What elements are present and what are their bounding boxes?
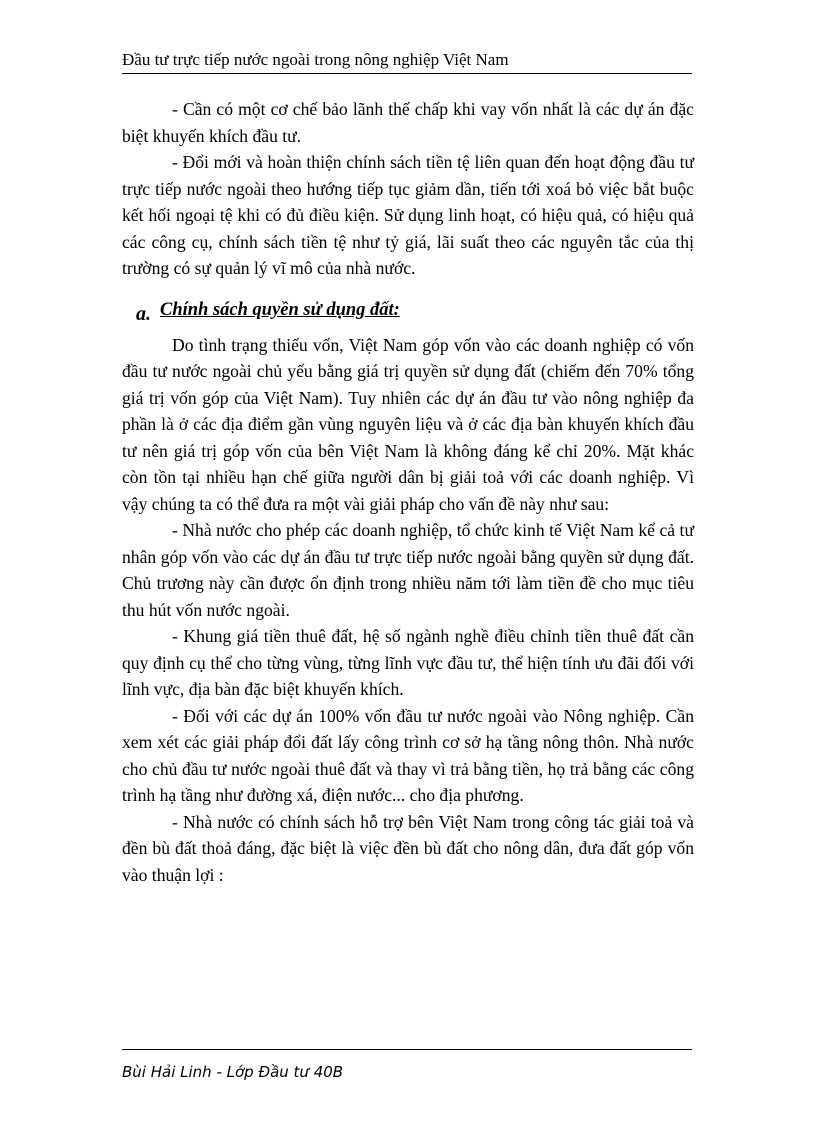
paragraph-compensation: - Nhà nước có chính sách hỗ trợ bên Việt Nam trong công tác giải toả và đền bù đất thoả đáng, đặc biệt là việc đền bù đất cho nông dân, đưa đất góp vốn vào thuận lợi : — [122, 811, 694, 885]
paragraph-land-capital: Do tình trạng thiếu vốn, Việt Nam góp vốn vào các doanh nghiệp có vốn đầu tư nước ngoài chủ yếu bằng giá trị quyền sử dụng đất (chiếm đến 70% tổng giá trị vốn góp của Việt Nam). Tuy nhiên các dự án đầu tư vào nông nghiệp đa phần là ở các địa điểm gần vùng nguyên liệu và ở các địa bàn khuyến khích đầu tư nên giá trị góp vốn của bên Việt Nam là không đáng kể chỉ 20%. Mặt khác còn tồn tại nhiều hạn chế giữa người dân bị giải toả với các doanh nghiệp. Vì vậy chúng ta có thể đưa ra một vài giải pháp cho vấn đề này như sau: — [122, 334, 694, 514]
document-body — [122, 96, 694, 888]
paragraph-foreign-projects: - Đối với các dự án 100% vốn đầu tư nước ngoài vào Nông nghiệp. Cần xem xét các giải pháp đổi đất lấy công trình cơ sở hạ tầng nông thôn. Nhà nước cho chủ đầu tư nước ngoài thuê đất và thay vì trả bằng tiền, họ trả bằng các công trình hạ tầng như đường xá, điện nước... cho địa phương. — [122, 705, 694, 805]
paragraph-land-use-rights: - Nhà nước cho phép các doanh nghiệp, tổ chức kinh tế Việt Nam kể cả tư nhân góp vốn vào các dự án đầu tư trực tiếp nước ngoài bằng quyền sử dụng đất. Chủ trương này cần được ổn định trong nhiều năm tới làm tiền đề cho mục tiêu thu hút vốn nước ngoài. — [122, 520, 694, 620]
section-letter: a. — [136, 302, 151, 325]
section-title: Chính sách quyền sử dụng đất: — [160, 299, 400, 320]
paragraph-monetary-policy: - Đổi mới và hoàn thiện chính sách tiền tệ liên quan đến hoạt động đầu tư trực tiếp nước ngoài theo hướng tiếp tục giảm dần, tiến tới xoá bỏ việc bắt buộc kết hối ngoại tệ khi có đủ điều kiện. Sử dụng linh hoạt, có hiệu quả, có hiệu quả các công cụ, chính sách tiền tệ như tỷ giá, lãi suất theo các nguyên tắc của thị trường có sự quản lý vĩ mô của nhà nước. — [122, 152, 694, 278]
paragraph-credit-guarantee: - Cần có một cơ chế bảo lãnh thế chấp khi vay vốn nhất là các dự án đặc biệt khuyến khích đầu tư. — [122, 99, 694, 146]
paragraph-land-rent-frame: - Khung giá tiền thuê đất, hệ số ngành nghề điều chỉnh tiền thuê đất cần quy định cụ thể cho từng vùng, từng lĩnh vực đầu tư, thể hiện tính ưu đãi đối với lĩnh vực, địa bàn đặc biệt khuyến khích. — [122, 626, 694, 699]
page-header: Đầu tư trực tiếp nước ngoài trong nông nghiệp Việt Nam — [122, 50, 692, 74]
section-heading — [122, 296, 694, 324]
page-footer: Bùi Hải Linh - Lớp Đầu tư 40B — [122, 1049, 692, 1082]
